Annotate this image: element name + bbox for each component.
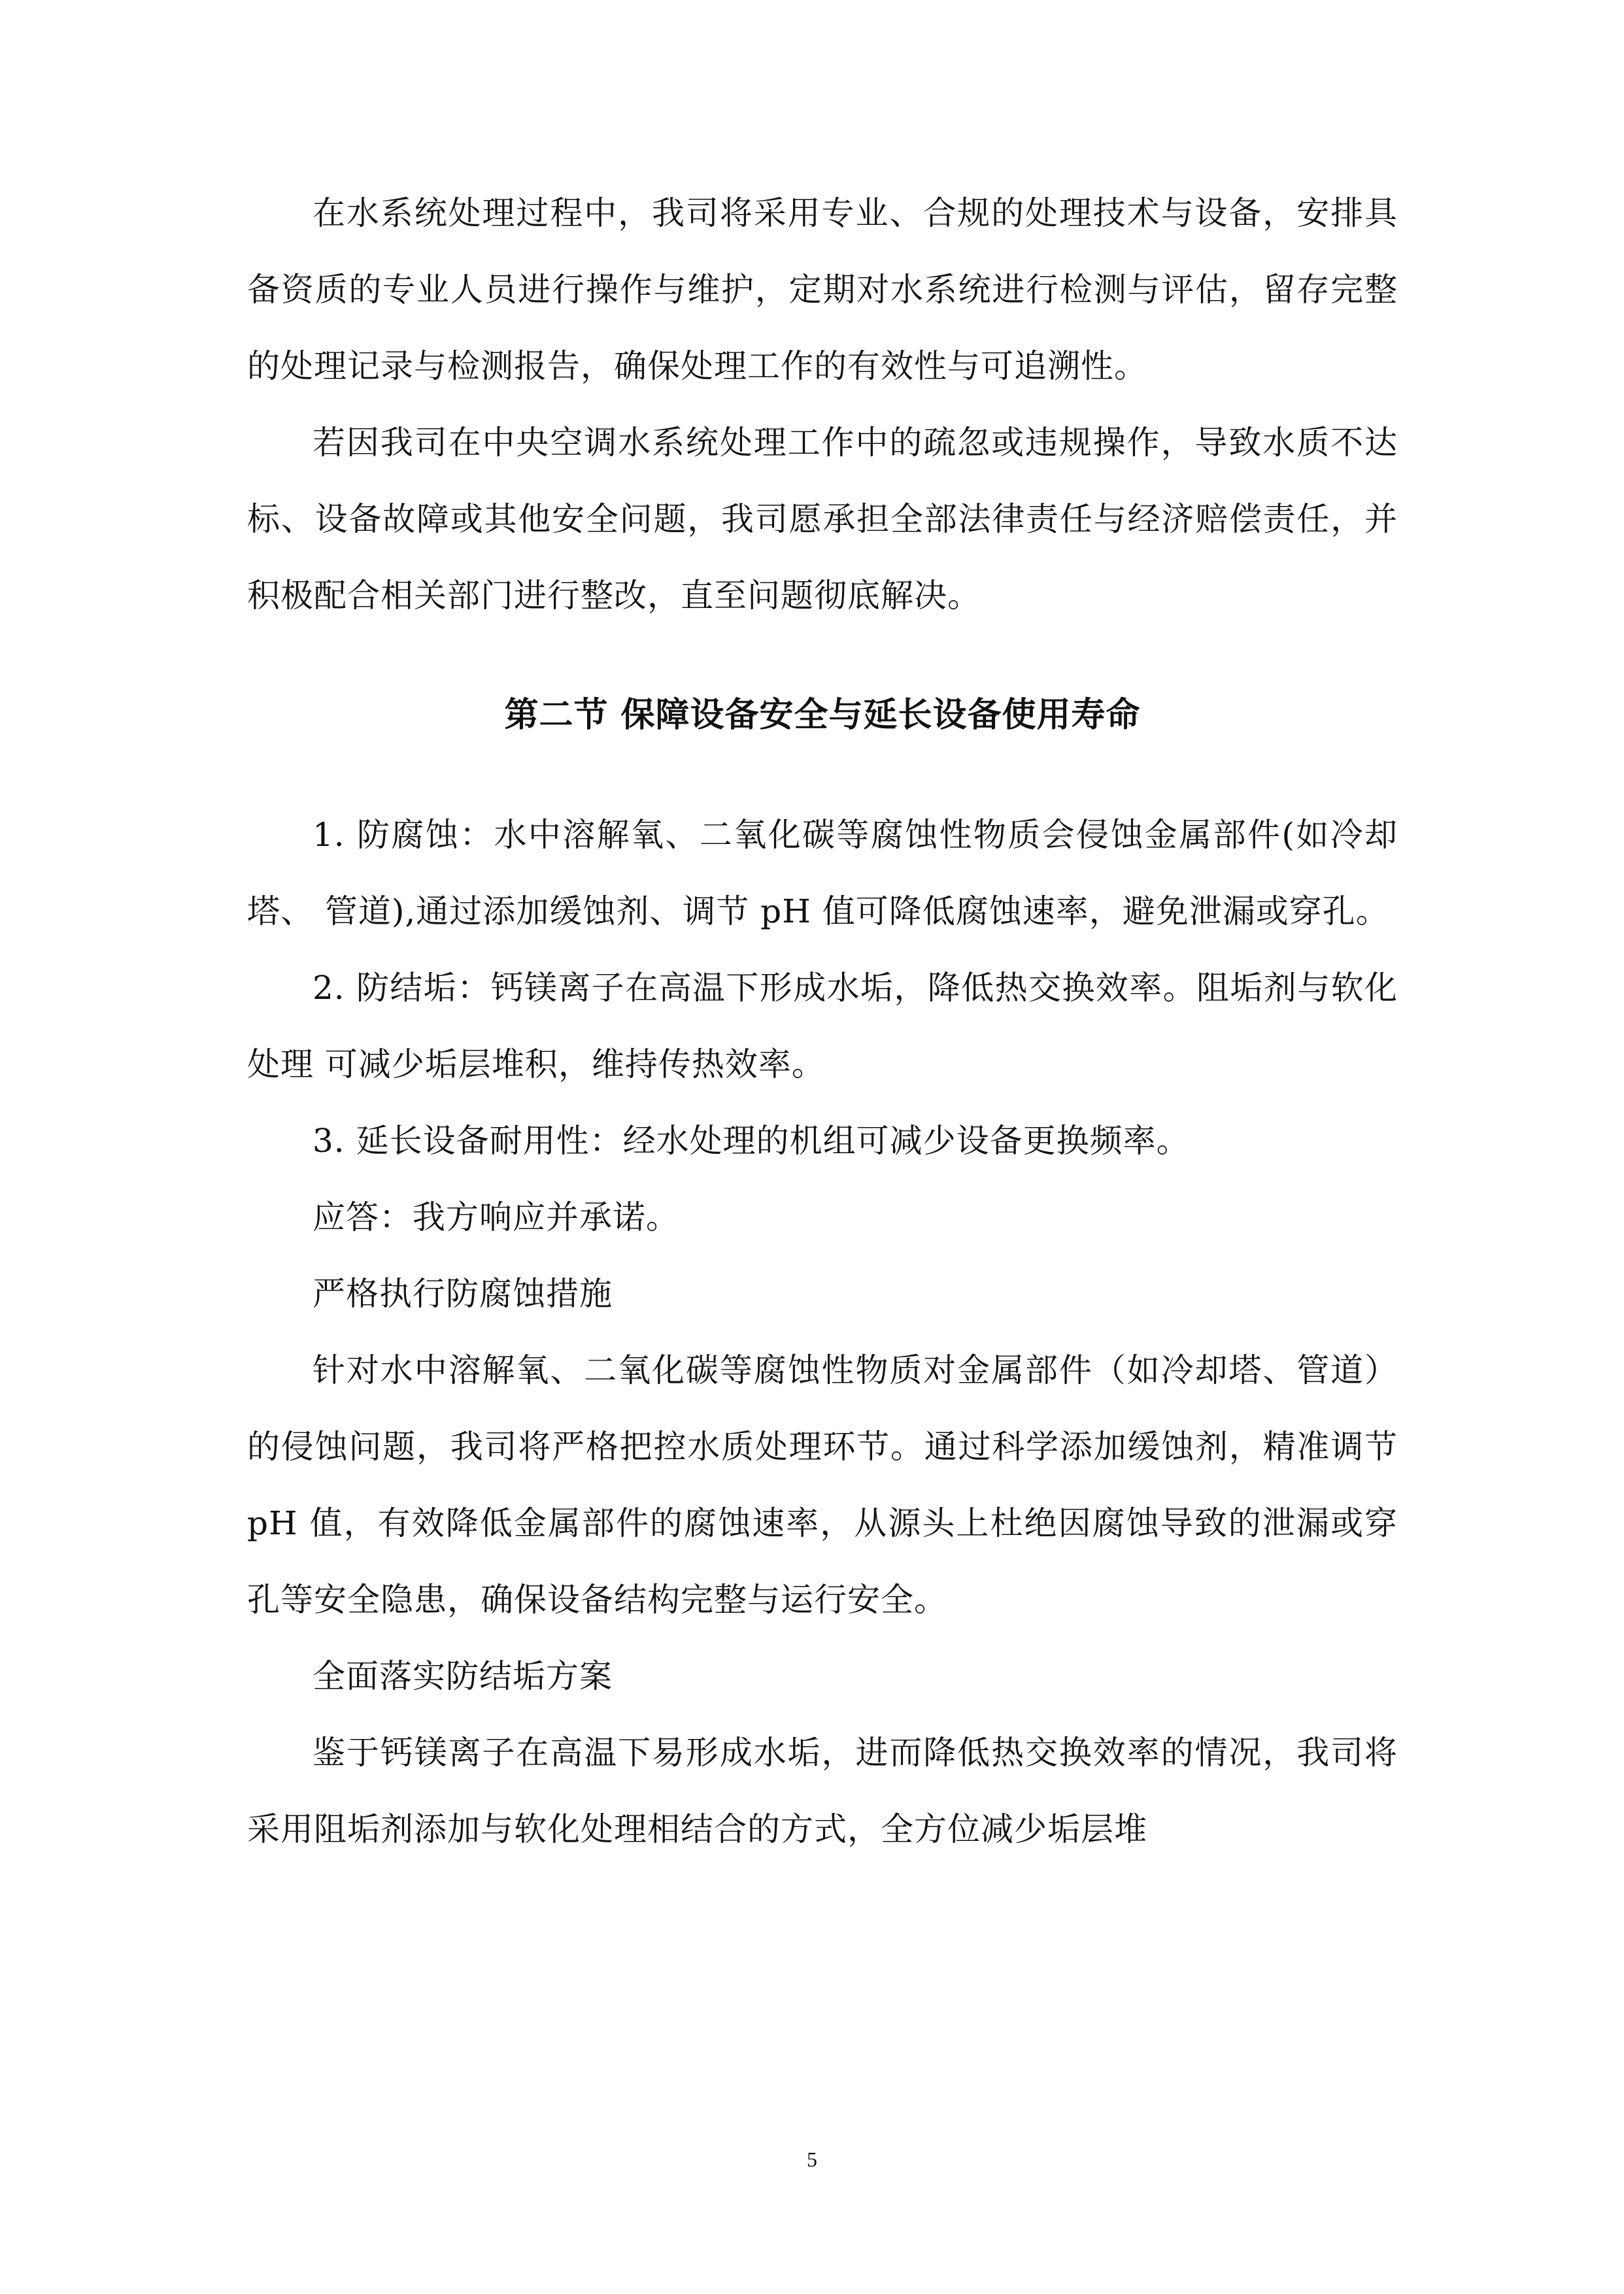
document-body <box>247 175 1398 1868</box>
item-anticorrosion: 1. 防腐蚀：水中溶解氧、二氧化碳等腐蚀性物质会侵蚀金属部件(如冷却塔、 管道),通过添加缓蚀剂、调节 pH 值可降低腐蚀速率，避免泄漏或穿孔。 <box>247 816 1398 930</box>
item-durability: 3. 延长设备耐用性：经水处理的机组可减少设备更换频率。 <box>313 1122 1190 1160</box>
paragraph-antiscaling-detail: 鉴于钙镁离子在高温下易形成水垢，进而降低热交换效率的情况，我司将采用阻垢剂添加与软化处理相结合的方式，全方位减少垢层堆 <box>247 1734 1398 1848</box>
response-statement: 应答：我方响应并承诺。 <box>313 1198 679 1236</box>
intro-paragraph-2: 若因我司在中央空调水系统处理工作中的疏忽或违规操作，导致水质不达标、设备故障或其他安全问题，我司愿承担全部法律责任与经济赔偿责任，并积极配合相关部门进行整改，直至问题彻底解决。 <box>247 424 1398 615</box>
subheading-anticorrosion: 严格执行防腐蚀措施 <box>313 1275 613 1313</box>
intro-paragraph-1: 在水系统处理过程中，我司将采用专业、合规的处理技术与设备，安排具备资质的专业人员进行操作与维护，定期对水系统进行检测与评估，留存完整的处理记录与检测报告，确保处理工作的有效性与可追溯性。 <box>247 194 1398 385</box>
page-number: 5 <box>807 2148 817 2171</box>
paragraph-anticorrosion-detail: 针对水中溶解氧、二氧化碳等腐蚀性物质对金属部件（如冷却塔、管道）的侵蚀问题，我司将严格把控水质处理环节。通过科学添加缓蚀剂，精准调节 pH 值，有效降低金属部件的腐蚀速率，从源头上杜绝因腐蚀导致的泄漏或穿孔等安全隐患，确保设备结构完整与运行安全。 <box>247 1351 1398 1619</box>
section-heading: 第二节 保障设备安全与延长设备使用寿命 <box>504 696 1141 735</box>
item-antiscaling: 2. 防结垢：钙镁离子在高温下形成水垢，降低热交换效率。阻垢剂与软化处理 可减少垢层堆积，维持传热效率。 <box>247 969 1398 1083</box>
subheading-antiscaling: 全面落实防结垢方案 <box>313 1657 613 1695</box>
